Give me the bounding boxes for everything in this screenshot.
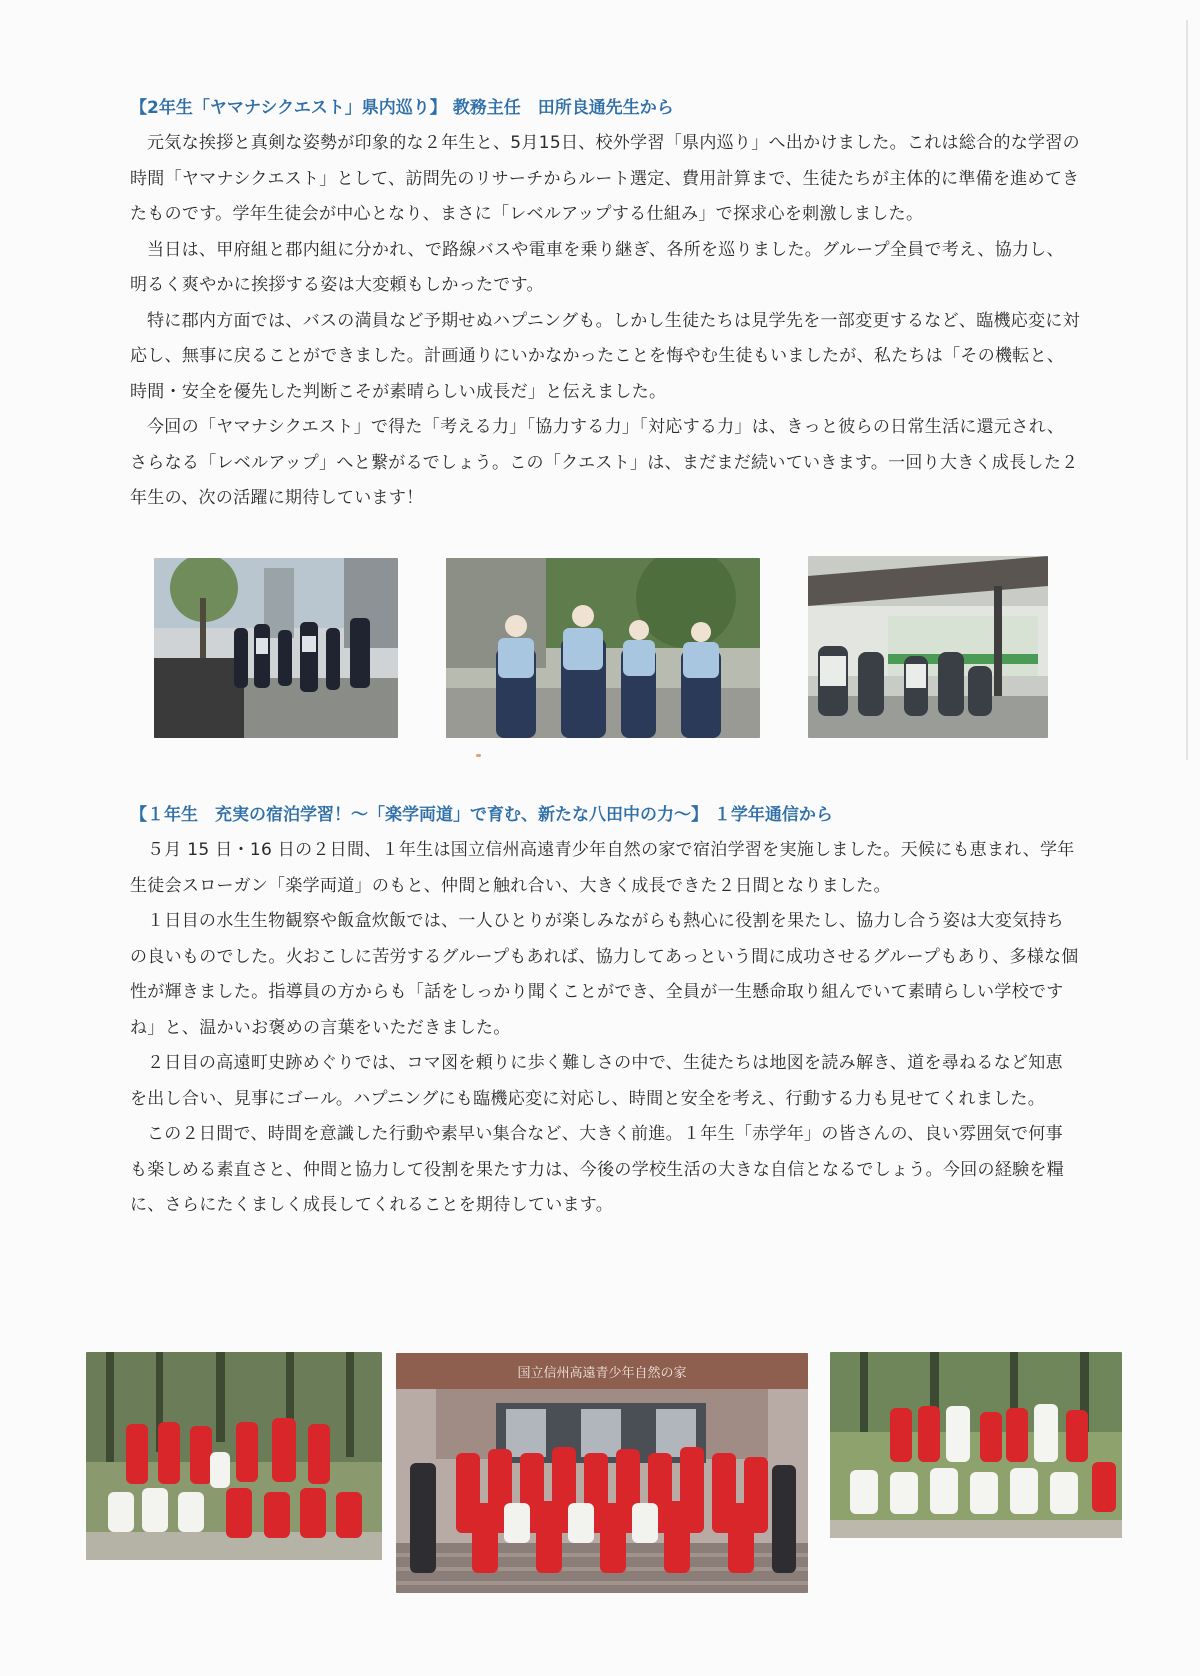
section-heading: 【2年生「ヤマナシクエスト」県内巡り】 教務主任 田所良通先生から [130, 98, 674, 118]
photo-students-street [154, 558, 398, 738]
building-sign: 国立信州高遠青少年自然の家 [517, 1366, 687, 1381]
photo-students-map [446, 558, 760, 738]
page-edge-line [1186, 20, 1188, 760]
paragraph: 今回の「ヤマナシクエスト」で得た「考える力」「協力する力」「対応する力」は、きっと彼らの日常生活に還元され、さらなる「レベルアップ」へと繋がるでしょう。この「クエスト」は、まだまだ続いていきます。一回り大きく成長した２年生の、次の活躍に期待しています！ [130, 417, 1079, 508]
scan-speck [476, 754, 481, 757]
paragraph: ５月 15 日・16 日の２日間、１年生は国立信州高遠青少年自然の家で宿泊学習を実施しました。天候にも恵まれ、学年生徒会スローガン「楽学両道」のもと、仲間と触れ合い、大きく成長できた２日間となりました。 [130, 840, 1075, 896]
paragraph: この２日間で、時間を意識した行動や素早い集合など、大きく前進。１年生「赤学年」の皆さんの、良い雰囲気で何事も楽しめる素直さと、仲間と協力して役割を果たす力は、今後の学校生活の大きな自信となるでしょう。今回の経験を糧に、さらにたくましく成長してくれることを期待しています。 [130, 1124, 1065, 1215]
photo-group-trees [830, 1352, 1122, 1538]
photo-group-forest [86, 1352, 382, 1560]
paragraph: 特に郡内方面では、バスの満員など予期せぬハプニングも。しかし生徒たちは見学先を一部変更するなど、臨機応変に対応し、無事に戻ることができました。計画通りにいかなかったことを悔やむ生徒もいましたが、私たちは「その機転と、時間・安全を優先した判断こそが素晴らしい成長だ」と伝えました。 [130, 310, 1081, 402]
section-heading: 【１年生 充実の宿泊学習！～「楽学両道」で育む、新たな八田中の力～】 １学年通信から [130, 805, 833, 825]
paragraph: 当日は、甲府組と郡内組に分かれ、で路線バスや電車を乗り継ぎ、各所を巡りました。グループ全員で考え、協力し、明るく爽やかに挨拶する姿は大変頼もしかったです。 [130, 239, 1064, 295]
paragraph: 元気な挨拶と真剣な姿勢が印象的な２年生と、5月15日、校外学習「県内巡り」へ出かけました。これは総合的な学習の時間「ヤマナシクエスト」として、訪問先のリサーチからルート選定、費用計算まで、生徒たちが主体的に準備を進めてきたものです。学年生徒会が中心となり、まさに「レベルアップする仕組み」で探求心を刺激しました。 [130, 133, 1080, 224]
section-grade1 [130, 803, 1080, 1224]
photo-group-building [396, 1353, 808, 1593]
section-grade2 [130, 96, 1080, 517]
photo-bus-stop [808, 556, 1048, 738]
paragraph: １日目の水生生物観察や飯盒炊飯では、一人ひとりが楽しみながらも熱心に役割を果たし、協力し合う姿は大変気持ちの良いものでした。火おこしに苦労するグループもあれば、協力してあっという間に成功させるグループもあり、多様な個性が輝きました。指導員の方からも「話をしっかり聞くことができ、全員が一生懸命取り組んでいて素晴らしい学校ですね」と、温かいお褒めの言葉をいただきました。 [130, 911, 1079, 1038]
paragraph: ２日目の高遠町史跡めぐりでは、コマ図を頼りに歩く難しさの中で、生徒たちは地図を読み解き、道を尋ねるなど知恵を出し合い、見事にゴール。ハプニングにも臨機応変に対応し、時間と安全を考え、行動する力も見せてくれました。 [130, 1053, 1063, 1109]
